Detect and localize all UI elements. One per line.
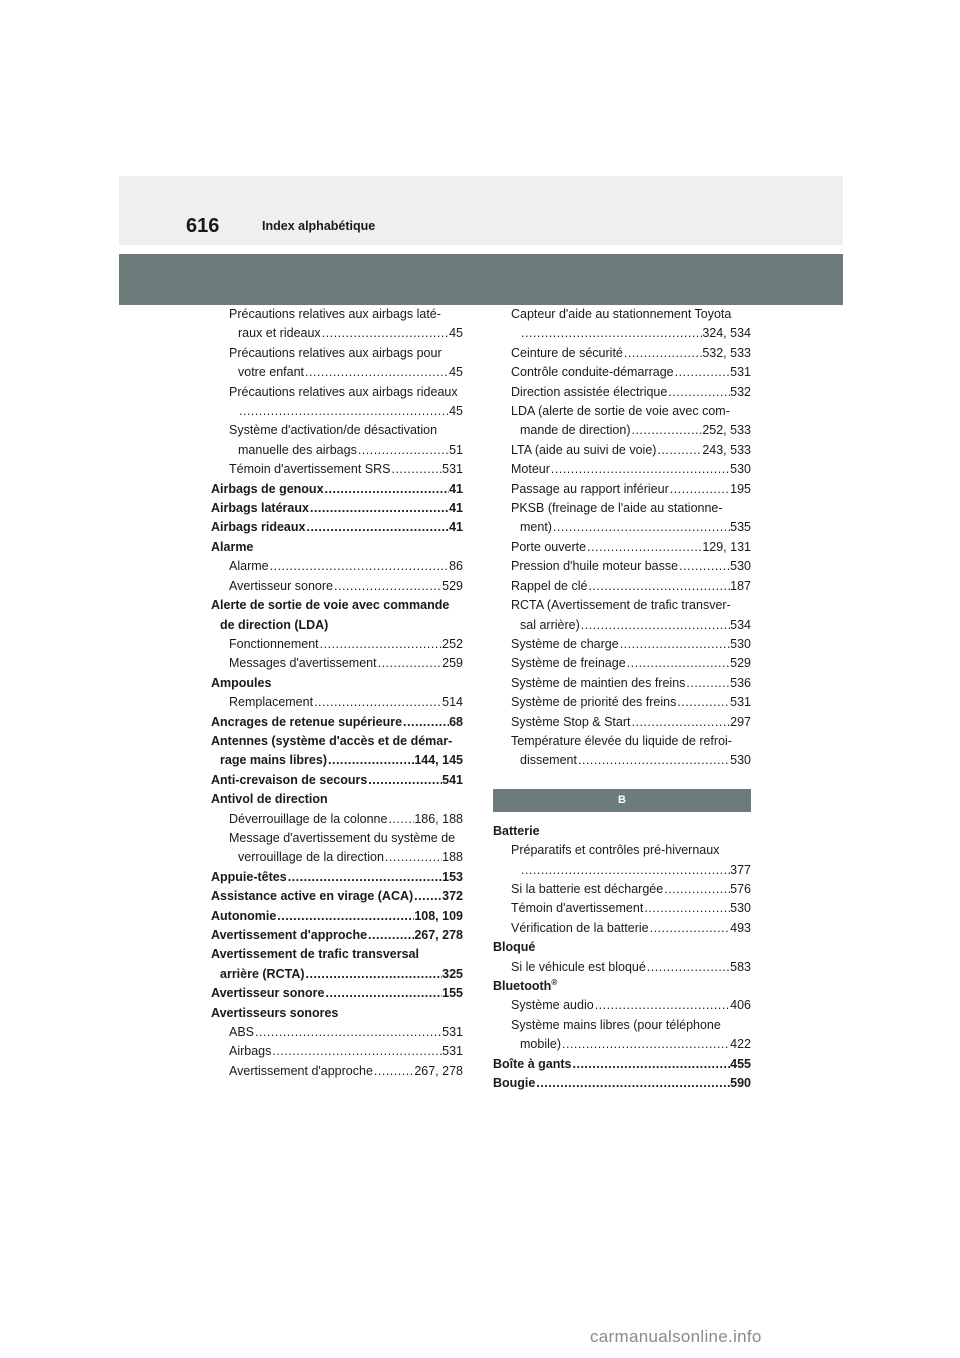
index-entry: ment) ..... 535 bbox=[493, 518, 751, 537]
page-ref: 372 bbox=[442, 889, 463, 904]
index-entry: Avertissement d'approche ..... 267, 278 bbox=[211, 1062, 463, 1081]
index-entry: Airbags latéraux ..... 41 bbox=[211, 499, 463, 518]
page-ref: 267, 278 bbox=[414, 928, 463, 942]
page-ref: 155 bbox=[442, 986, 463, 1001]
index-entry: Airbags rideaux ..... 41 bbox=[211, 518, 463, 537]
index-entry: RCTA (Avertissement de trafic transver- bbox=[511, 598, 731, 613]
page-ref: 576 bbox=[730, 881, 751, 896]
index-column-left bbox=[211, 305, 463, 1081]
index-entry: mobile) ..... 422 bbox=[493, 1035, 751, 1054]
page-ref: 252 bbox=[442, 636, 463, 651]
index-entry: Avertisseur sonore ..... 529 bbox=[211, 577, 463, 596]
index-heading: de direction (LDA) bbox=[220, 617, 329, 632]
page-ref: 153 bbox=[442, 869, 463, 884]
index-heading: Batterie bbox=[493, 823, 540, 838]
index-column-right bbox=[493, 305, 751, 1093]
index-entry: Fonctionnement ..... 252 bbox=[211, 635, 463, 654]
index-entry: Pression d'huile moteur basse ..... 530 bbox=[493, 557, 751, 576]
page-ref: 195 bbox=[730, 481, 751, 496]
page-ref: 297 bbox=[730, 714, 751, 729]
index-heading: Ampoules bbox=[211, 675, 272, 690]
index-entry: verrouillage de la direction ..... 188 bbox=[211, 848, 463, 867]
index-entry: Système de maintien des freins ..... 536 bbox=[493, 674, 751, 693]
index-entry: Remplacement ..... 514 bbox=[211, 693, 463, 712]
index-entry: Autonomie ..... 108, 109 bbox=[211, 907, 463, 926]
page-number: 616 bbox=[186, 215, 220, 237]
index-entry: Alarme ..... 86 bbox=[211, 557, 463, 576]
index-entry: Système de priorité des freins ..... 531 bbox=[493, 693, 751, 712]
header-band bbox=[119, 176, 843, 245]
index-entry: Système audio ..... 406 bbox=[493, 996, 751, 1015]
index-entry: rage mains libres) ..... 144, 145 bbox=[211, 751, 463, 770]
index-entry: LTA (aide au suivi de voie) ..... 243, 533 bbox=[493, 441, 751, 460]
index-entry: Système Stop & Start ..... 297 bbox=[493, 713, 751, 732]
index-entry: Avertisseur sonore ..... 155 bbox=[211, 984, 463, 1003]
page-ref: 531 bbox=[730, 365, 751, 380]
index-entry: Direction assistée électrique ..... 532 bbox=[493, 383, 751, 402]
index-entry bbox=[493, 861, 751, 880]
index-entry: Système d'activation/de désactivation bbox=[229, 423, 438, 438]
index-entry: Température élevée du liquide de refroi- bbox=[511, 733, 732, 748]
index-entry: Témoin d'avertissement SRS ..... 531 bbox=[211, 460, 463, 479]
page-ref: 531 bbox=[730, 695, 751, 710]
page-ref: 187 bbox=[730, 578, 751, 593]
page-ref: 86 bbox=[449, 559, 463, 574]
index-entry: Messages d'avertissement ..... 259 bbox=[211, 654, 463, 673]
page-ref: 532, 533 bbox=[702, 345, 751, 360]
index-entry: Anti-crevaison de secours ..... 541 bbox=[211, 771, 463, 790]
index-entry: Système de charge ..... 530 bbox=[493, 635, 751, 654]
index-entry: ABS ..... 531 bbox=[211, 1023, 463, 1042]
page-ref: 530 bbox=[730, 462, 751, 477]
index-entry: Appuie-têtes ..... 153 bbox=[211, 868, 463, 887]
watermark: carmanualsonline.info bbox=[590, 1327, 762, 1346]
index-heading: Alarme bbox=[211, 539, 254, 554]
index-entry: Système mains libres (pour téléphone bbox=[511, 1017, 721, 1032]
page-ref: 529 bbox=[730, 656, 751, 671]
index-entry: Assistance active en virage (ACA) ..... 372 bbox=[211, 887, 463, 906]
index-heading: Avertisseurs sonores bbox=[211, 1005, 339, 1020]
page-ref: 531 bbox=[442, 462, 463, 477]
page-ref: 534 bbox=[730, 617, 751, 632]
index-entry: Antennes (système d'accès et de démar- bbox=[211, 733, 453, 748]
index-entry: Vérification de la batterie ..... 493 bbox=[493, 919, 751, 938]
page-ref: 590 bbox=[730, 1076, 751, 1091]
index-entry: mande de direction) ..... 252, 533 bbox=[493, 421, 751, 440]
page-ref: 531 bbox=[442, 1025, 463, 1040]
page-ref: 144, 145 bbox=[414, 753, 463, 768]
page-ref: 529 bbox=[442, 578, 463, 593]
page-ref: 531 bbox=[442, 1044, 463, 1059]
index-entry: Contrôle conduite-démarrage ..... 531 bbox=[493, 363, 751, 382]
page-ref: 514 bbox=[442, 695, 463, 710]
index-entry: LDA (alerte de sortie de voie avec com- bbox=[511, 404, 730, 419]
index-entry: Précautions relatives aux airbags rideaux bbox=[229, 384, 458, 399]
page-ref: 455 bbox=[730, 1056, 751, 1071]
page-ref: 583 bbox=[730, 959, 751, 974]
page-ref: 422 bbox=[730, 1037, 751, 1052]
page-ref: 535 bbox=[730, 520, 751, 535]
index-entry: Bougie ..... 590 bbox=[493, 1074, 751, 1093]
index-entry: Rappel de clé ..... 187 bbox=[493, 577, 751, 596]
index-entry: PKSB (freinage de l'aide au stationne- bbox=[511, 501, 723, 516]
index-entry: manuelle des airbags ..... 51 bbox=[211, 441, 463, 460]
index-entry: votre enfant ..... 45 bbox=[211, 363, 463, 382]
index-entry: Préparatifs et contrôles pré-hivernaux bbox=[511, 843, 720, 858]
index-heading: Alerte de sortie de voie avec commande bbox=[211, 598, 450, 613]
registered-mark: ® bbox=[551, 977, 558, 987]
index-entry: Airbags ..... 531 bbox=[211, 1042, 463, 1061]
page-ref: 530 bbox=[730, 636, 751, 651]
index-entry bbox=[211, 402, 463, 421]
index-entry: Ceinture de sécurité ..... 532, 533 bbox=[493, 344, 751, 363]
index-entry: Avertissement d'approche ..... 267, 278 bbox=[211, 926, 463, 945]
page-ref: 406 bbox=[730, 998, 751, 1013]
index-entry: Ancrages de retenue supérieure ..... 68 bbox=[211, 713, 463, 732]
index-entry: Passage au rapport inférieur ..... 195 bbox=[493, 480, 751, 499]
index-entry: arrière (RCTA) ..... 325 bbox=[211, 965, 463, 984]
index-entry: Système de freinage ..... 529 bbox=[493, 654, 751, 673]
page-ref: 243, 533 bbox=[702, 442, 751, 457]
index-entry: Porte ouverte ..... 129, 131 bbox=[493, 538, 751, 557]
index-entry: Avertissement de trafic transversal bbox=[211, 947, 419, 962]
header-dark-band bbox=[119, 254, 843, 305]
index-entry: Capteur d'aide au stationnement Toyota bbox=[511, 307, 732, 321]
page-ref: 325 bbox=[442, 966, 463, 981]
page-ref: 108, 109 bbox=[414, 908, 463, 923]
page-ref: 129, 131 bbox=[702, 539, 751, 554]
index-entry: Message d'avertissement du système de bbox=[229, 830, 456, 845]
page-ref: 267, 278 bbox=[414, 1063, 463, 1078]
index-entry: Déverrouillage de la colonne ..... 186, 188 bbox=[211, 810, 463, 829]
index-heading: Antivol de direction bbox=[211, 792, 328, 807]
page-ref: 45 bbox=[449, 365, 463, 380]
page-ref: 41 bbox=[449, 501, 463, 516]
page-ref: 41 bbox=[449, 520, 463, 535]
index-entry: Moteur ..... 530 bbox=[493, 460, 751, 479]
page-ref: 41 bbox=[449, 481, 463, 496]
index-entry: Si la batterie est déchargée ..... 576 bbox=[493, 880, 751, 899]
page-ref: 252, 533 bbox=[702, 423, 751, 438]
page-ref: 530 bbox=[730, 753, 751, 768]
page-ref: 541 bbox=[442, 772, 463, 787]
index-entry bbox=[493, 324, 751, 343]
page-ref: 188 bbox=[442, 850, 463, 865]
index-entry: Précautions relatives aux airbags pour bbox=[229, 345, 442, 360]
page-ref: 493 bbox=[730, 920, 751, 935]
page-ref: 530 bbox=[730, 559, 751, 574]
index-entry: Témoin d'avertissement ..... 530 bbox=[493, 899, 751, 918]
index-heading: Bluetooth® bbox=[493, 977, 558, 993]
page-ref: 532 bbox=[730, 384, 751, 399]
index-heading: Bloqué bbox=[493, 940, 536, 955]
page-ref: 259 bbox=[442, 656, 463, 671]
index-entry: Précautions relatives aux airbags laté- bbox=[229, 307, 441, 321]
page-ref: 536 bbox=[730, 675, 751, 690]
page-ref: 68 bbox=[449, 714, 463, 729]
page-ref: 51 bbox=[449, 442, 463, 457]
index-entry: Airbags de genoux ..... 41 bbox=[211, 480, 463, 499]
page-ref: 186, 188 bbox=[414, 811, 463, 826]
header-title: Index alphabétique bbox=[262, 219, 376, 233]
section-letter-b: B bbox=[493, 789, 751, 812]
page-ref: 377 bbox=[730, 862, 751, 877]
index-entry: Si le véhicule est bloqué ..... 583 bbox=[493, 958, 751, 977]
page-ref: 530 bbox=[730, 901, 751, 916]
index-entry: Boîte à gants ..... 455 bbox=[493, 1055, 751, 1074]
page-ref: 45 bbox=[449, 404, 463, 419]
page-ref: 45 bbox=[449, 326, 463, 341]
index-entry: dissement ..... 530 bbox=[493, 751, 751, 770]
index-entry: raux et rideaux ..... 45 bbox=[211, 324, 463, 343]
index-entry: sal arrière) ..... 534 bbox=[493, 616, 751, 635]
page-ref: 324, 534 bbox=[702, 326, 751, 341]
